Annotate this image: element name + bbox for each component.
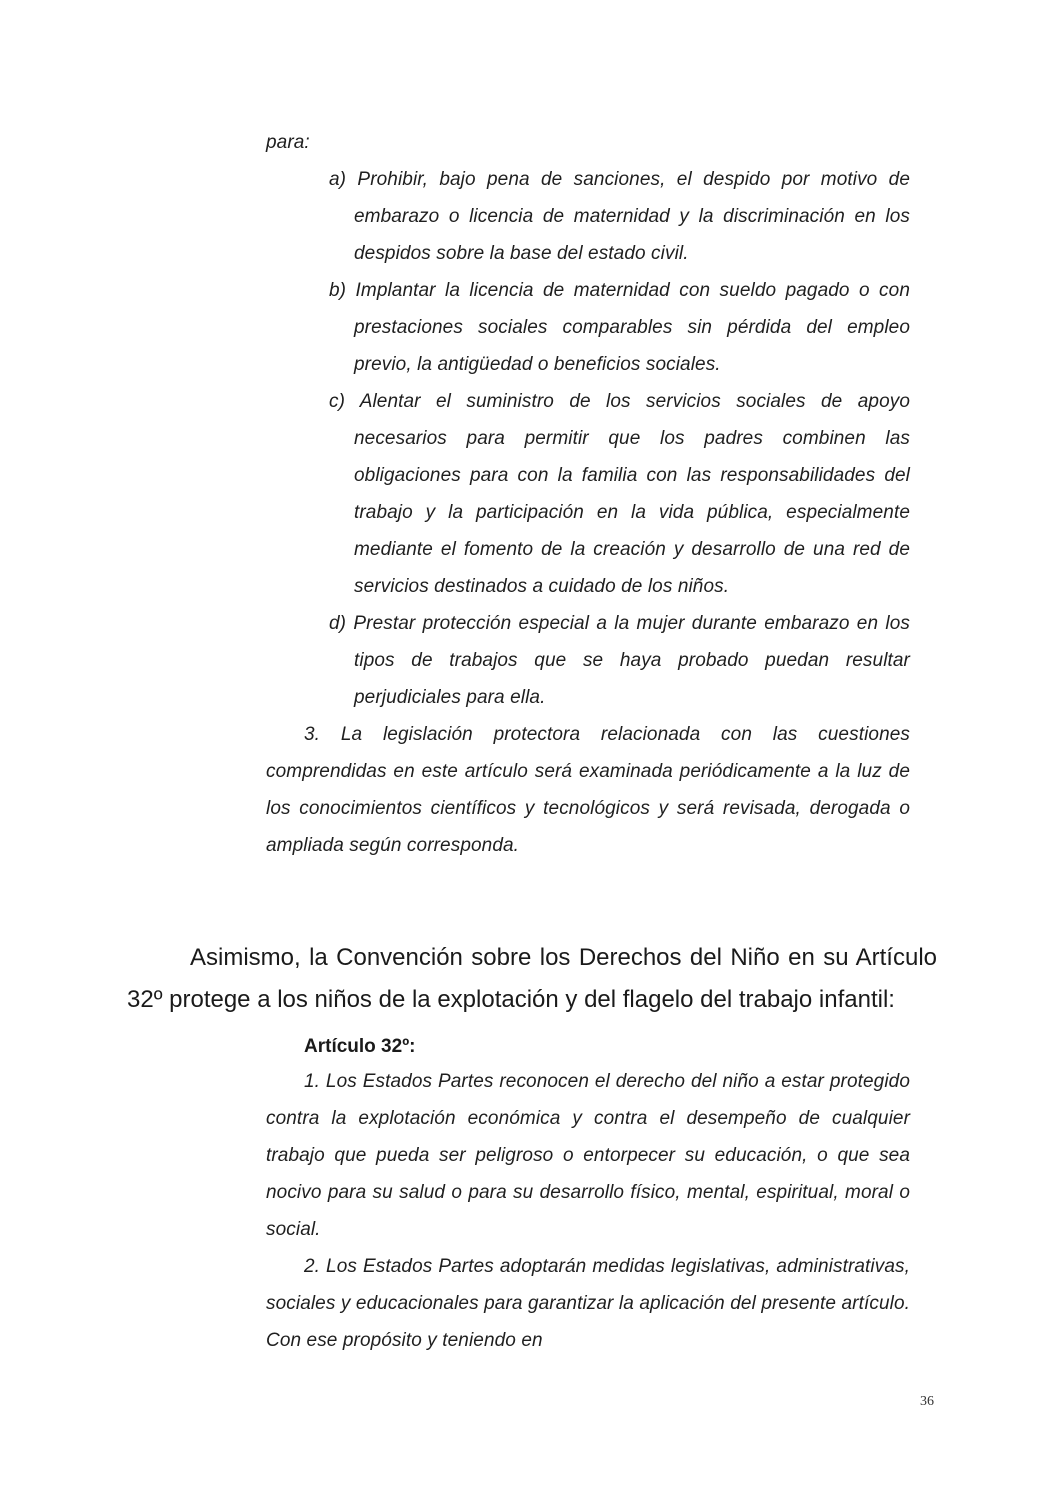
quote-item-b: b) Implantar la licencia de maternidad con sueldo pagado o con prestaciones sociales comparables sin pérdida del empleo previo, la antigüedad o beneficios sociales.	[329, 280, 910, 375]
page-number: 36	[920, 1394, 934, 1409]
article-point-2: 2. Los Estados Partes adoptarán medidas legislativas, administrativas, sociales y educacionales para garantizar la aplicación del presente artículo. Con ese propósito y teniendo en	[266, 1256, 910, 1351]
article-point-1: 1. Los Estados Partes reconocen el derecho del niño a estar protegido contra la explotación económica y contra el desempeño de cualquier trabajo que pueda ser peligroso o entorpecer su educación, o que sea nocivo para su salud o para su desarrollo físico, mental, espiritual, moral o social.	[266, 1071, 910, 1240]
body-paragraph: Asimismo, la Convención sobre los Derechos del Niño en su Artículo 32º protege a los niños de la explotación y del flagelo del trabajo infantil:	[127, 944, 937, 1013]
article-32-block	[266, 1063, 910, 1359]
quoted-law-block	[266, 124, 910, 864]
quote-item-a: a) Prohibir, bajo pena de sanciones, el despido por motivo de embarazo o licencia de maternidad y la discriminación en los despidos sobre la base del estado civil.	[329, 169, 910, 264]
quote-lead: para:	[266, 132, 310, 153]
quote-item-d: d) Prestar protección especial a la mujer durante embarazo en los tipos de trabajos que se haya probado puedan resultar perjudiciales para ella.	[329, 613, 910, 708]
quote-point-3: 3. La legislación protectora relacionada con las cuestiones comprendidas en este artículo será examinada periódicamente a la luz de los conocimientos científicos y tecnológicos y será revisada, derogada o ampliada según corresponda.	[266, 724, 910, 856]
quote-item-c: c) Alentar el suministro de los servicios sociales de apoyo necesarios para permitir que los padres combinen las obligaciones para con la familia con las responsabilidades del trabajo y la participación en la vida pública, especialmente mediante el fomento de la creación y desarrollo de una red de servicios destinados a cuidado de los niños.	[329, 391, 910, 597]
article-heading: Artículo 32º:	[304, 1036, 416, 1057]
